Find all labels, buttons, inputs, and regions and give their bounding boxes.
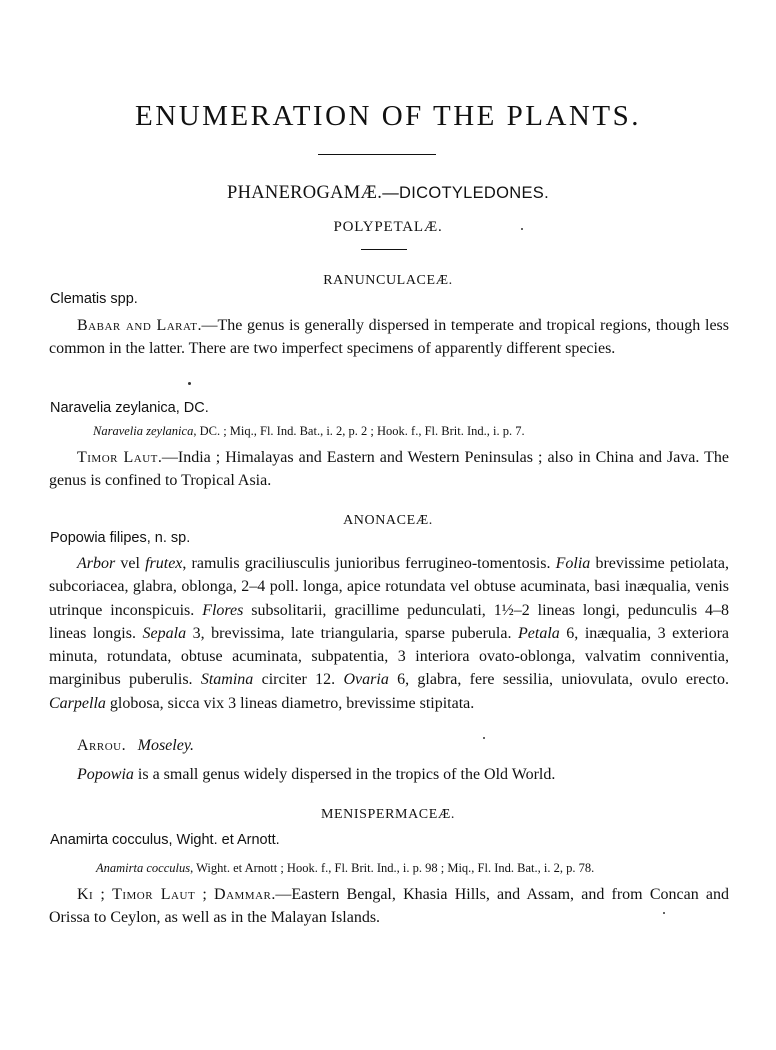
desc-text-7: 6, glabra, fere sessilia, uniovulata, ovulo erecto. [388, 671, 729, 689]
term-arbor: Arbor [77, 555, 116, 572]
naravelia-distribution [49, 446, 729, 493]
term-ovaria: Ovaria [343, 671, 389, 689]
anamirta-ref-name: Anamirta cocculus [96, 861, 191, 875]
print-speck [188, 382, 191, 385]
anamirta-distribution: Ki ; Timor Laut ; Dammar.—Eastern Bengal, Khasia Hills, and Assam, and from Concan and Orissa to Ceylon, as well as in the Malayan Islands. [49, 886, 729, 927]
popowia-locality: Arrou. Moseley. [77, 737, 195, 754]
desc-text-8: globosa, sicca vix 3 lineas diametro, brevissime stipitata. [105, 694, 475, 712]
desc-text-2: brevissime petiolata, subcoriacea, glabra, oblonga, 2–4 poll. longa, apice rotundata vel obtuse acuminata, basi inæqualia, venis utrinque inconspicuis. [49, 555, 730, 619]
note-text: is a small genus widely dispersed in the tropics of the Old World. [133, 766, 556, 783]
print-speck [521, 228, 523, 230]
desc-text-6: circiter 12. [253, 671, 344, 689]
division-main: PHANEROGAMÆ. [227, 183, 383, 203]
locality-timor-laut: Timor Laut [77, 449, 158, 466]
desc-text-1: , ramulis graciliusculis junioribus ferrugineo-tomentosis. [182, 555, 556, 572]
division-sub: —DICOTYLEDONES. [382, 184, 549, 202]
species-clematis: Clematis spp. [50, 291, 138, 307]
family-heading-anonaceae: ANONACEÆ. [343, 513, 433, 528]
subclass-heading: POLYPETALÆ. [333, 219, 443, 235]
desc-vel: vel [115, 555, 146, 572]
print-speck [483, 737, 485, 739]
anamirta-text: .—Eastern Bengal, Khasia Hills, and Assam, and from Concan and Orissa to Ceylon, as well as in the Malayan Islands. [49, 886, 729, 927]
term-carpella: Carpella [49, 694, 106, 712]
popowia-note [77, 766, 555, 784]
species-popowia: Popowia filipes, n. sp. [50, 530, 191, 546]
naravelia-reference [93, 424, 525, 439]
locality-arrou: Arrou [77, 737, 122, 754]
term-frutex: frutex [145, 555, 183, 572]
family-heading-menispermaceae: MENISPERMACEÆ. [320, 807, 456, 822]
division-heading [0, 183, 776, 204]
desc-text-3: subsolitarii, gracillime pedunculati, 1½–2 lineas longi, pedunculis 4–8 lineas longis. [49, 601, 730, 642]
page-title: ENUMERATION OF THE PLANTS. [135, 100, 641, 132]
locality-babar-larat: Babar and Larat [77, 317, 198, 334]
subclass-rule [361, 249, 407, 250]
term-petala: Petala [518, 624, 560, 642]
popowia-description [49, 552, 729, 715]
species-anamirta: Anamirta cocculus, Wight. et Arnott. [50, 832, 280, 848]
locality-timor-laut-2: Timor Laut [112, 886, 196, 903]
term-sepala: Sepala [142, 624, 187, 642]
note-genus: Popowia [77, 766, 134, 783]
locality-ki: Ki [77, 886, 94, 903]
term-stamina: Stamina [200, 671, 254, 689]
term-flores: Flores [202, 601, 244, 619]
desc-text-5: 6, inæqualia, 3 exteriora minuta, rotundata, obtuse acuminata, subpatentia, 3 interiora ovato-oblonga, valvatim conniventia, marginibus puberulis. [49, 624, 730, 689]
collector-moseley: Moseley. [137, 737, 195, 754]
family-heading-ranunculaceae: RANUNCULACEÆ. [323, 273, 453, 288]
clematis-distribution [49, 314, 729, 361]
desc-text-4: 3, brevissima, late triangularia, sparse puberula. [186, 624, 518, 642]
clematis-text: .—The genus is generally dispersed in temperate and tropical regions, though less common in the latter. There are two imperfect specimens of apparently different species. [49, 317, 729, 358]
naravelia-ref-text: , DC. ; Miq., Fl. Ind. Bat., i. 2, p. 2 ; Hook. f., Fl. Brit. Ind., i. p. 7. [193, 424, 525, 438]
anamirta-reference [96, 861, 594, 876]
locality-dammar: Dammar [214, 886, 272, 903]
naravelia-ref-name: Naravelia zeylanica [93, 424, 194, 438]
species-naravelia: Naravelia zeylanica, DC. [50, 400, 209, 416]
term-folia: Folia [555, 555, 591, 572]
print-speck [663, 912, 665, 914]
title-rule [318, 154, 436, 155]
anamirta-ref-text: , Wight. et Arnott ; Hook. f., Fl. Brit. Ind., i. p. 98 ; Miq., Fl. Ind. Bat., i. 2, p. 78. [190, 861, 595, 875]
naravelia-text: .—India ; Himalayas and Eastern and Western Peninsulas ; also in China and Java. The genus is confined to Tropical Asia. [49, 449, 729, 490]
